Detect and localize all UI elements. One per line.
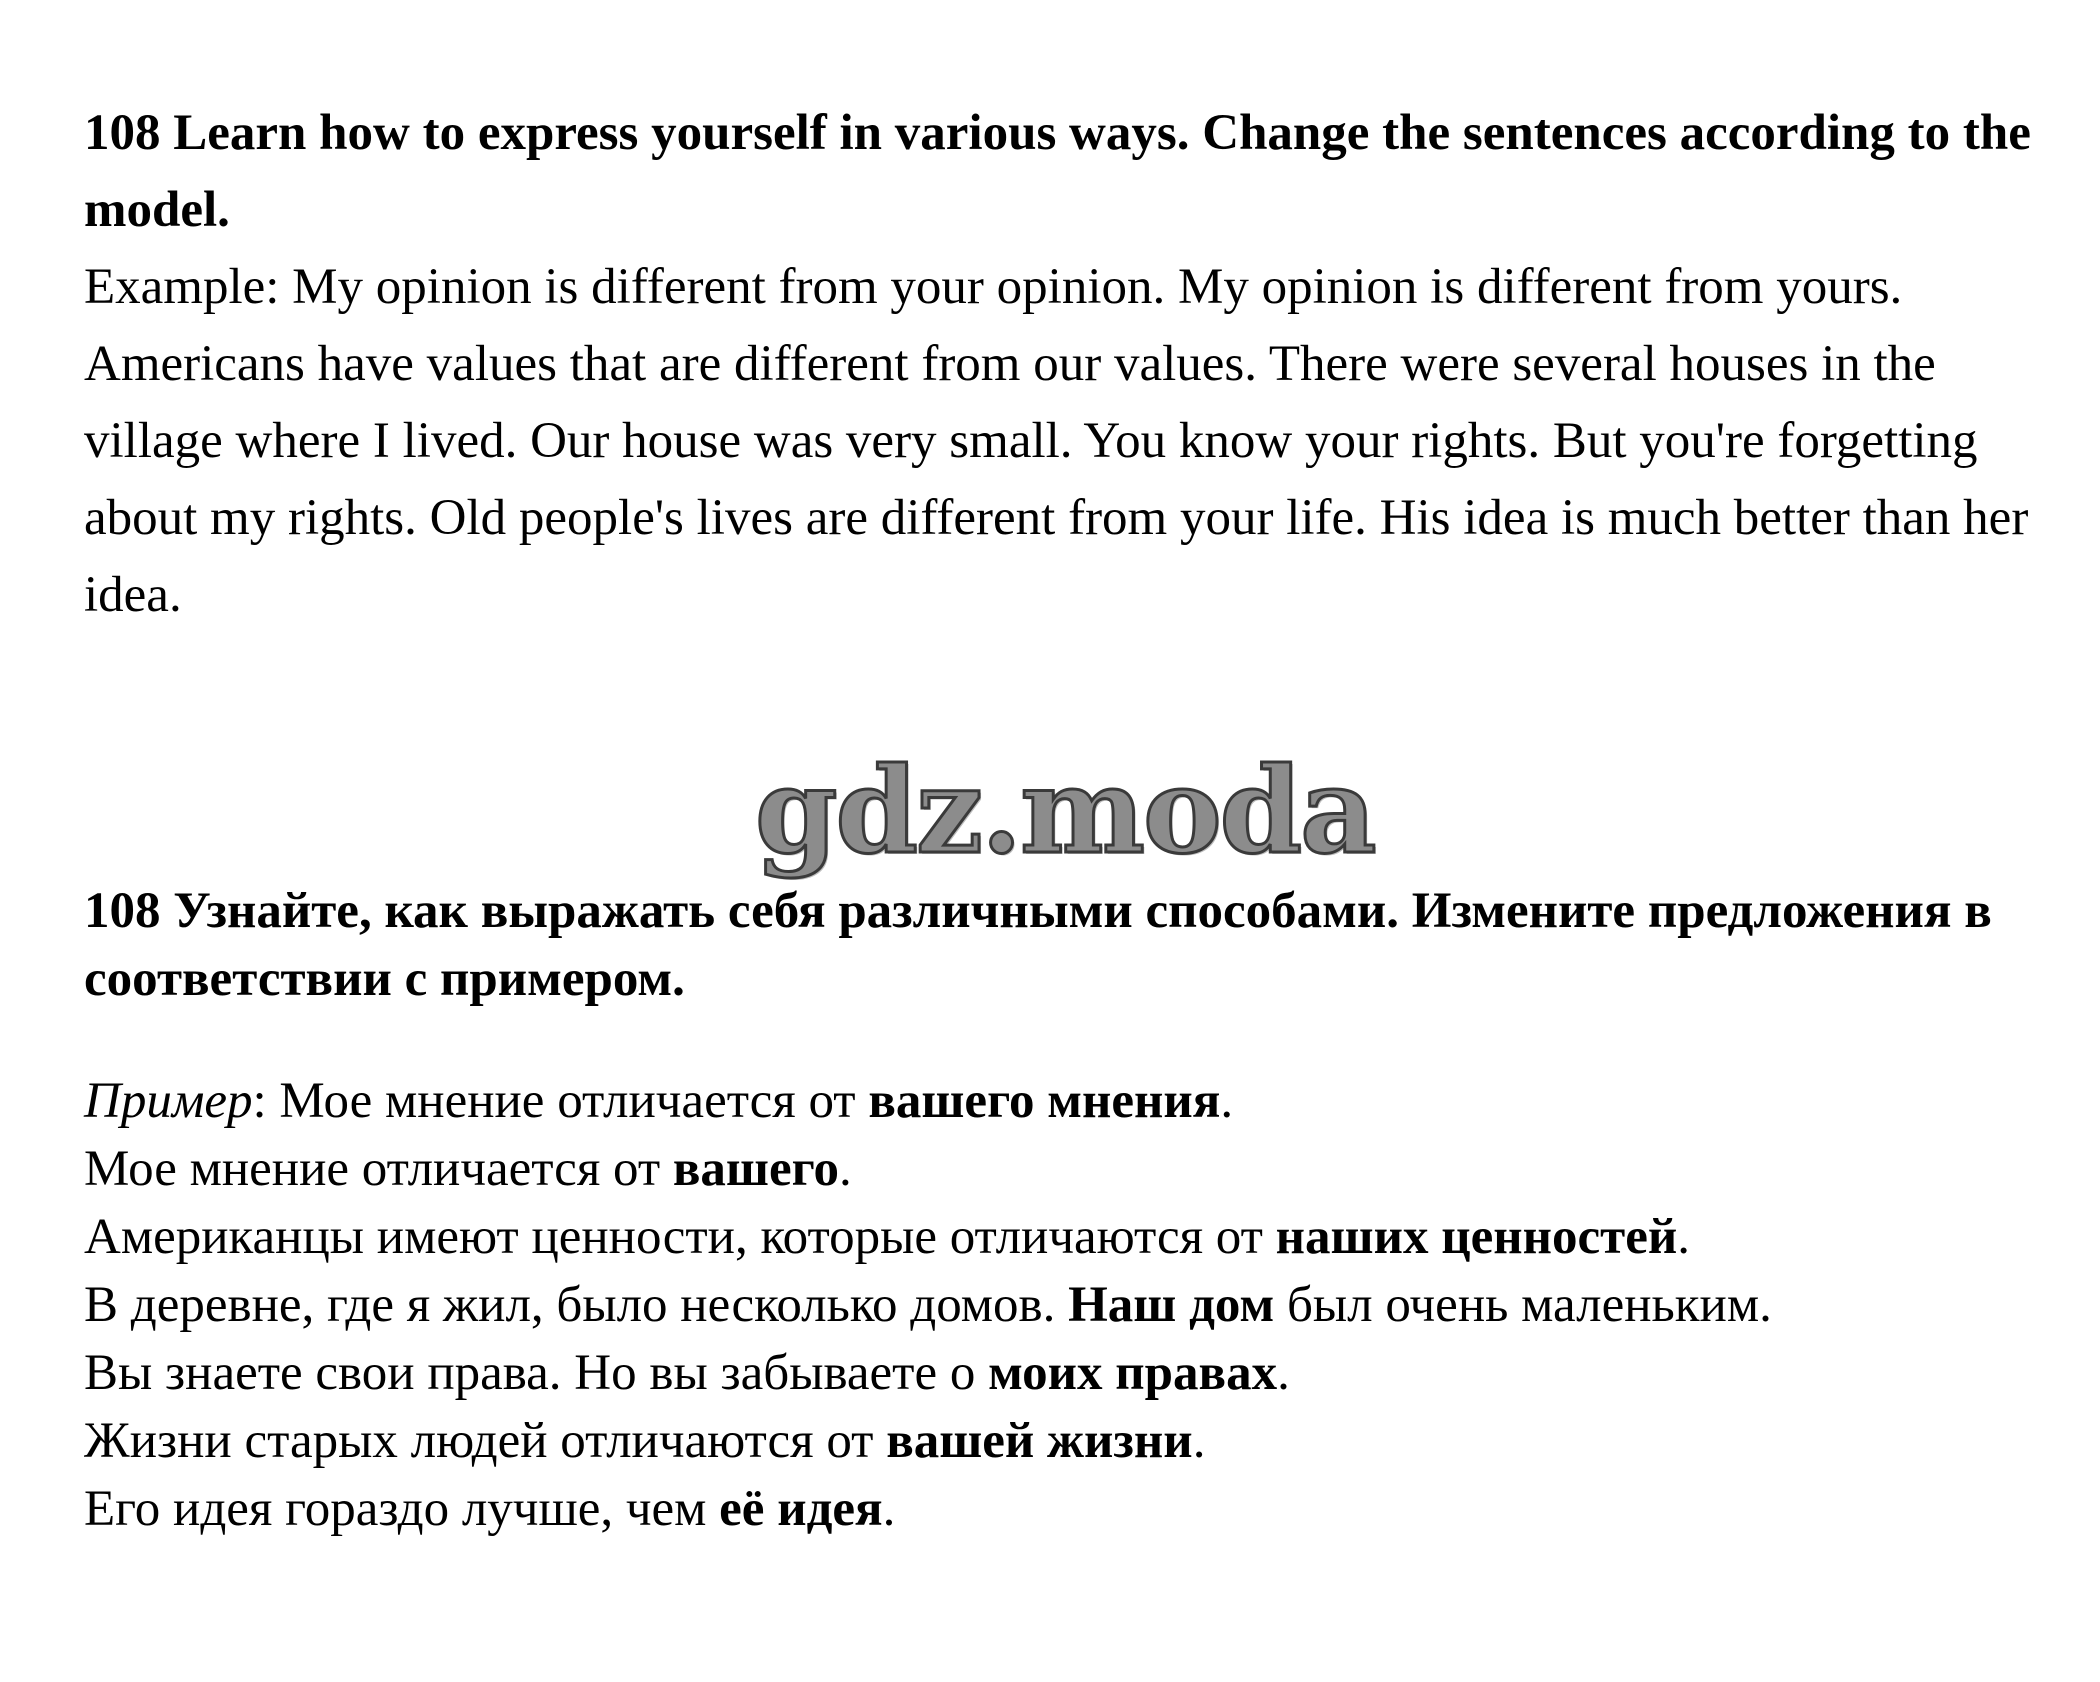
line-bold: моих правах [988,1345,1278,1401]
translation-line [84,1203,2084,1271]
line-end: был очень маленьким. [1274,1277,1772,1333]
translation-line [84,1067,2084,1135]
translation-line [84,1271,2084,1339]
line-text: Вы знаете свои права. Но вы забываете о [84,1345,989,1401]
line-end: . [1277,1345,1290,1401]
exercise-sentences: Americans have values that are different from our values. There were several houses in the village where I lived. Our house was very small. You know your rights. But you're forgetting about my rights. Old people's lives are different from your life. His idea is much better than her idea. [84,336,2029,623]
line-end: . [839,1141,852,1197]
exercise-title-russian: 108 Узнайте, как выражать себя различными способами. Измените предложения в соответствии с примером. [84,883,1992,1007]
translation-line [84,1475,2084,1543]
line-bold: вашего мнения [868,1073,1221,1129]
watermark-logo: gdz.moda [755,741,1375,880]
line-italic: Пример [84,1073,253,1129]
translation-line [84,1407,2084,1475]
line-bold: вашей жизни [886,1413,1193,1469]
line-text: В деревне, где я жил, было несколько домов. [84,1277,1069,1333]
russian-exercise [84,877,2084,1543]
line-text: Мое мнение отличается от [84,1141,673,1197]
line-bold: наших ценностей [1275,1209,1678,1265]
translation-lines [84,1067,2084,1543]
english-exercise [84,95,2064,634]
line-end: . [1192,1413,1206,1469]
line-text: : Мое мнение отличается от [252,1073,869,1129]
english-text [84,95,2064,634]
translation-line [84,1135,2084,1203]
line-end: . [1677,1209,1690,1265]
line-text: Жизни старых людей отличаются от [84,1413,887,1469]
line-bold: её идея [719,1481,883,1537]
example-paragraph: Example: My opinion is different from your opinion. My opinion is different from yours. [84,259,1903,315]
line-text: Американцы имеют ценности, которые отличаются от [84,1209,1276,1265]
line-text: Его идея гораздо лучше, чем [84,1481,720,1537]
line-bold: Наш дом [1068,1277,1275,1333]
line-bold: вашего [672,1141,840,1197]
translation-line [84,1339,2084,1407]
exercise-title-english: 108 Learn how to express yourself in various ways. Change the sentences according to the model. [84,105,2031,238]
line-end: . [882,1481,896,1537]
line-end: . [1220,1073,1234,1129]
